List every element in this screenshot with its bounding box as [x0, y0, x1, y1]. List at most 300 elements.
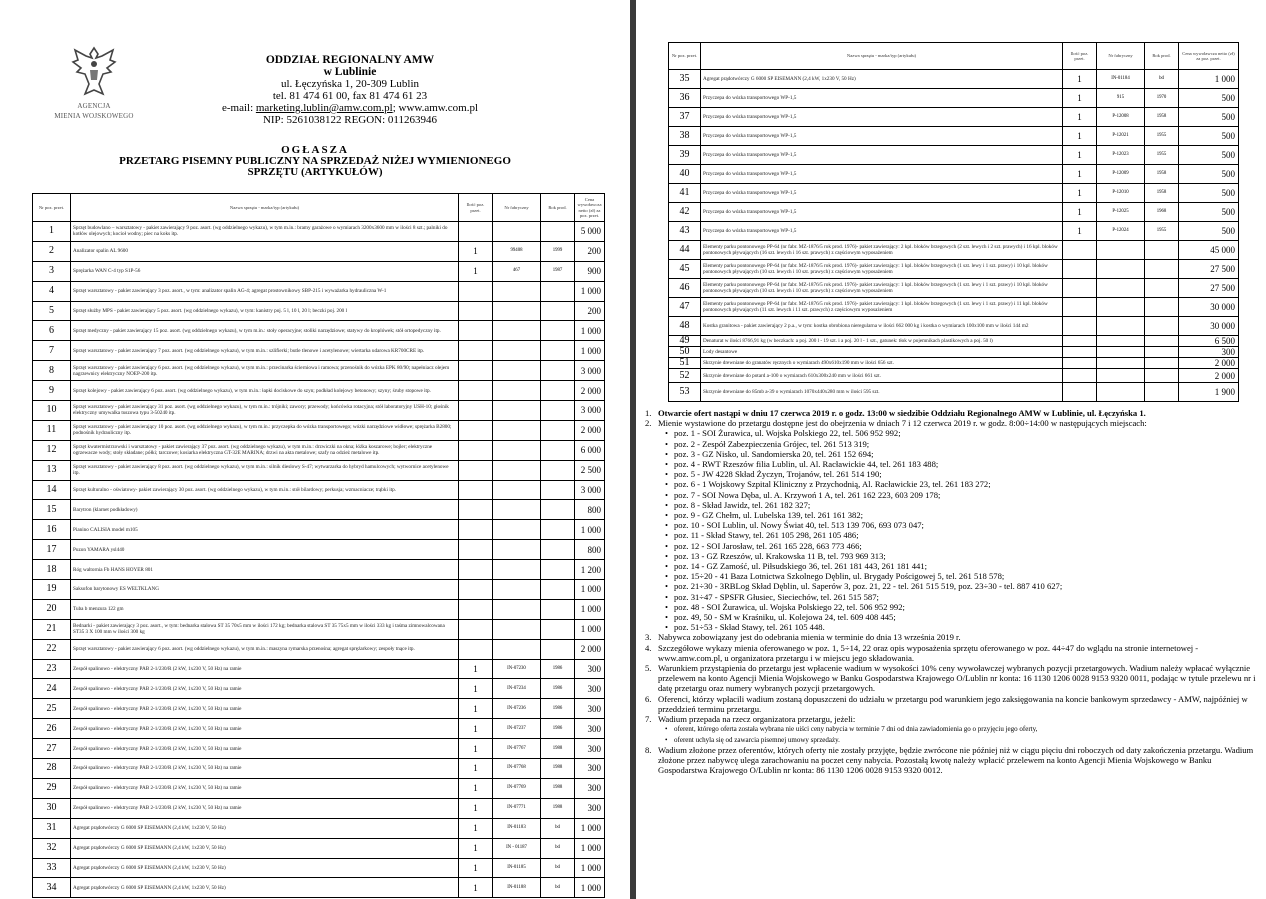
item-name: Elementy parku pontonowego PP-64 (nr fabr. MZ-1876/5 rok prod. 1976)- pakiet zawierający: 1 kpl. bloków brzegowych (1 szt. lewy i 1 szt. prawy) i 10 kpl. bloków pontonowych pływających (10 szt. lewych i 10 szt. prawych) z częściowym wyposażeniem	[701, 260, 1063, 279]
viewing-location	[665, 612, 1257, 622]
item-serial: IN-07237	[493, 719, 541, 739]
item-serial	[1097, 347, 1145, 358]
tender-conditions	[645, 408, 1257, 775]
row-number: 11	[33, 420, 71, 440]
header-name: Nazwa sprzętu - marka/typ (artykułu)	[71, 194, 459, 222]
bullet-icon: •	[665, 735, 668, 744]
table-row	[33, 759, 605, 779]
item-quantity	[459, 619, 493, 639]
location-text: poz. 4 - RWT Rzeszów filia Lublin, ul. Al. Racławickie 44, tel. 261 183 488;	[674, 459, 939, 470]
item-price: 1 000	[575, 520, 605, 540]
header-serial: Nr fabryczny	[1097, 43, 1145, 70]
email-separator: ;	[392, 102, 396, 114]
item-name: Sprzęt warsztatowy - pakiet zawierający 8 poz. asort. (wg oddzielnego wykazu), w tym m.in.: silnik dieslowy S-47; wytwarzarka do hybryd hamulcowych; wytwornice acetylenowe itp.	[71, 460, 459, 480]
header-price: Cena wywoławcza netto (zł) za poz. przet.	[575, 194, 605, 222]
item-year	[541, 420, 575, 440]
table-row	[33, 500, 605, 520]
table-row	[669, 241, 1239, 260]
item-serial: IN-07767	[493, 739, 541, 759]
item-year	[541, 619, 575, 639]
item-serial: IN-01184	[1097, 70, 1145, 89]
org-city: w Lublinie	[323, 66, 377, 78]
item-serial: IN - 01187	[493, 838, 541, 858]
viewing-location	[665, 581, 1257, 591]
item-price: 500	[1179, 146, 1239, 165]
item-price: 1 000	[575, 818, 605, 838]
item-year: bd	[541, 838, 575, 858]
item-name: Zespół spalinowo - elektryczny PAB 2-1/230/R (2 kW, 1x230 V, 50 Hz) na ramie	[71, 679, 459, 699]
item-quantity	[459, 500, 493, 520]
item-quantity: 1	[459, 759, 493, 779]
row-number: 31	[33, 818, 71, 838]
wadium-forfeit-list	[665, 724, 1257, 744]
row-number: 12	[33, 440, 71, 460]
bullet-icon: •	[665, 530, 669, 541]
item-price: 3 000	[575, 361, 605, 381]
item-quantity: 1	[1063, 146, 1097, 165]
location-text: poz. 12 - SOI Jarosław, tel. 261 165 228, 663 773 466;	[674, 540, 862, 551]
item-price: 500	[1179, 203, 1239, 222]
row-number: 26	[33, 719, 71, 739]
item-serial	[493, 480, 541, 500]
header-lp: Nr poz. przet.	[669, 43, 701, 70]
item-year: 1986	[541, 679, 575, 699]
item-name: Agregat prądotwórczy G 6000 SP EISEMANN (2,4 kW, 1x230 V, 50 Hz)	[71, 818, 459, 838]
item-price: 300	[1179, 347, 1239, 358]
item-name: Elementy parku pontonowego PP-64 (nr fabr. MZ-1876/5 rok prod. 1976)- pakiet zawierający: 1 kpl. bloków brzegowych (1 szt. lewy i 1 szt. prawy) i 10 kpl. bloków pontonowych pływających (10 szt. lewych i 10 szt. prawych) z częściowym wyposażeniem	[701, 279, 1063, 298]
item-year: 1955	[1145, 146, 1179, 165]
row-number: 49	[669, 336, 701, 347]
location-text: poz. 14 - GZ Zamość, ul. Piłsudskiego 36, tel. 261 181 443, 261 181 441;	[674, 561, 928, 572]
item-price: 300	[575, 739, 605, 759]
item-price: 2 500	[575, 460, 605, 480]
item-serial	[1097, 336, 1145, 347]
condition-6	[645, 694, 1257, 714]
viewing-location	[665, 551, 1257, 561]
item-year: bd	[541, 818, 575, 838]
row-number: 17	[33, 540, 71, 560]
bullet-icon: •	[665, 622, 669, 633]
item-year: 1986	[541, 699, 575, 719]
item-price: 45 000	[1179, 241, 1239, 260]
item-name: Sprzęt kolejowy - pakiet zawierający 6 poz. asort. (wg oddzielnego wykazu), w tym m.in.: łapki dociskowe do szyn; podkład kolejowy betonowy; szyny; śruby stopowe itp.	[71, 381, 459, 401]
item-quantity	[1063, 317, 1097, 336]
item-quantity: 1	[1063, 70, 1097, 89]
row-number: 18	[33, 560, 71, 580]
item-year	[541, 639, 575, 659]
table-header-row	[33, 194, 605, 222]
eagle-emblem-icon	[69, 44, 119, 100]
item-year: 1988	[541, 739, 575, 759]
bullet-icon: •	[665, 459, 669, 470]
item-year	[1145, 369, 1179, 383]
condition-number: 7.	[645, 714, 652, 725]
condition-text: Warunkiem przystąpienia do przetargu jest wpłacenie wadium w wysokości 10% ceny wywoławczej wybranych pozycji przetargowych. Wadium należy wpłacać wyłącznie przelewem na konto Agencji Mienia Wojskowego w Banku Gospodarstwa Krajowego O/Lublin nr konta: 16 1130 1206 0028 9153 9320 0011, podając w tytule przelewu nr i datę przetargu oraz numery wybranych pozycji przetargowych.	[658, 663, 1256, 694]
table-row	[669, 184, 1239, 203]
item-year: 1987	[541, 261, 575, 281]
item-quantity	[459, 520, 493, 540]
table-row	[33, 321, 605, 341]
item-year	[1145, 317, 1179, 336]
items-table-left	[32, 193, 605, 898]
item-year: 1958	[1145, 165, 1179, 184]
table-row	[669, 89, 1239, 108]
logo-text-line2: MIENIA WOJSKOWEGO	[54, 112, 134, 120]
table-row	[669, 336, 1239, 347]
item-year	[541, 381, 575, 401]
row-number: 35	[669, 70, 701, 89]
item-quantity: 1	[459, 261, 493, 281]
table-row	[669, 203, 1239, 222]
row-number: 40	[669, 165, 701, 184]
item-price: 27 500	[1179, 279, 1239, 298]
bullet-icon: •	[665, 499, 669, 510]
item-serial	[493, 580, 541, 600]
header-qty: Ilość poz. przet.	[1063, 43, 1097, 70]
item-name: Przyczepa do wózka transportowego WP-1,5	[701, 146, 1063, 165]
row-number: 6	[33, 321, 71, 341]
table-row	[33, 838, 605, 858]
email-link[interactable]: marketing.lublin@amw.com.pl	[255, 102, 393, 114]
item-quantity: 1	[1063, 222, 1097, 241]
condition-text: Wadium złożone przez oferentów, których oferty nie zostały przyjęte, będzie zwrócone nie później niż w ciągu pięciu dni roboczych od daty zakończenia przetargu. Wadium złożone przez nabywcę ulega zarachowaniu na poczet ceny nabycia. Pozostałą kwotę należy wpłacić przelewem na konto Agencji Mienia Wojskowego w Banku Gospodarstwa Krajowego O/Lublin nr konta: 86 1130 1206 0028 9153 9320 0012.	[658, 744, 1254, 776]
row-number: 9	[33, 381, 71, 401]
condition-1	[645, 408, 1257, 418]
item-serial	[1097, 298, 1145, 317]
condition-7	[645, 714, 1257, 724]
item-quantity: 1	[459, 818, 493, 838]
item-year: 1955	[1145, 127, 1179, 146]
row-number: 13	[33, 460, 71, 480]
item-price: 30 000	[1179, 317, 1239, 336]
item-quantity: 1	[1063, 165, 1097, 184]
item-name: Kostka granitowa - pakiet zawierający 2 p.a., w tym: kostka obrobiona nieregularna w ilości 662 000 kg i kostka o wymiarach 100x100 mm w ilości 144 m2	[701, 317, 1063, 336]
bullet-icon: •	[665, 489, 669, 500]
item-name: Przyczepa do wózka transportowego WP-1,5	[701, 222, 1063, 241]
table-row	[669, 347, 1239, 358]
item-year: 1988	[541, 778, 575, 798]
item-serial	[1097, 279, 1145, 298]
item-year	[541, 361, 575, 381]
viewing-location	[665, 571, 1257, 581]
header-lp: Nr poz. przet.	[33, 194, 71, 222]
item-price: 2 000	[1179, 369, 1239, 383]
item-serial	[1097, 260, 1145, 279]
item-quantity	[459, 560, 493, 580]
item-price: 300	[575, 778, 605, 798]
item-quantity	[1063, 383, 1097, 402]
bullet-icon: •	[665, 479, 669, 490]
item-quantity	[1063, 279, 1097, 298]
location-text: poz. 15÷20 - 41 Baza Lotnictwa Szkolnego Dęblin, ul. Brygady Pościgowej 5, tel. 261 518 578;	[674, 571, 1005, 582]
table-row	[669, 298, 1239, 317]
viewing-location	[665, 592, 1257, 602]
condition-number: 5.	[645, 663, 652, 674]
location-text: poz. 51÷53 - Skład Stawy, tel. 261 105 448.	[674, 622, 825, 633]
item-price: 6 000	[575, 440, 605, 460]
table-row	[669, 260, 1239, 279]
item-serial	[493, 619, 541, 639]
item-quantity	[459, 460, 493, 480]
item-year	[1145, 279, 1179, 298]
row-number: 47	[669, 298, 701, 317]
item-serial	[493, 599, 541, 619]
item-name: Zespół spalinowo - elektryczny PAB 2-1/230/R (2 kW, 1x230 V, 50 Hz) na ramie	[71, 699, 459, 719]
header-year: Rok prod.	[1145, 43, 1179, 70]
condition-number: 1.	[645, 408, 652, 418]
item-price: 900	[575, 261, 605, 281]
item-year: bd	[541, 858, 575, 878]
item-price: 300	[575, 699, 605, 719]
row-number: 1	[33, 222, 71, 242]
item-name: Saksofon barytonowy ES WELTKLANG	[71, 580, 459, 600]
row-number: 3	[33, 261, 71, 281]
amw-logo	[54, 44, 134, 120]
item-serial: IN-01183	[493, 818, 541, 838]
title-equipment: SPRZĘTU (ARTYKUŁÓW)	[247, 166, 383, 178]
location-text: poz. 3 - GZ Nisko, ul. Sandomierska 20, tel. 261 152 694;	[674, 448, 874, 459]
item-serial: P-12021	[1097, 127, 1145, 146]
item-serial	[493, 301, 541, 321]
item-name: Tuba b menzura 122 gm	[71, 599, 459, 619]
item-name: Lody desantowe	[701, 347, 1063, 358]
item-name: Sprzęt warsztatowy - pakiet zawierający 6 poz. asort. (wg oddzielnego wykazu), w tym m.in.: maszyna rymarska przenośna; agregat sprężarkowy; zespoły tnące itp.	[71, 639, 459, 659]
table-row	[669, 358, 1239, 369]
org-phones: tel. 81 474 61 00, fax 81 474 61 23	[272, 90, 428, 102]
viewing-location	[665, 449, 1257, 459]
condition-number: 8.	[645, 744, 652, 755]
viewing-location	[665, 622, 1257, 632]
location-text: poz. 48 - SOI Żurawica, ul. Wojska Polskiego 22, tel. 506 952 992;	[674, 601, 905, 612]
table-row	[33, 480, 605, 500]
row-number: 30	[33, 798, 71, 818]
email-label: e-mail:	[221, 102, 254, 114]
viewing-location	[665, 490, 1257, 500]
item-name: Sprzęt kulturalno - oświatowy- pakiet zawierający 30 poz. asort. (wg oddzielnego wykazu), w tym m.in.: stół bilardowy; perkusja; wzmacniacze; trąbki itp.	[71, 480, 459, 500]
table-row	[33, 460, 605, 480]
row-number: 23	[33, 659, 71, 679]
item-year: bd	[1145, 70, 1179, 89]
item-name: Skrzynie drewniane do potard a-100 o wymiarach 610x300x240 mm w ilości 661 szt.	[701, 369, 1063, 383]
item-quantity	[459, 420, 493, 440]
item-year	[541, 540, 575, 560]
item-name: Sprzęt warsztatowy - pakiet zawierający 31 poz. asort. (wg oddzielnego wykazu), w tym m.in.: trójniki; zawory; przewody; końcówka rotacyjna; stół laboratoryjny USH-10; głośnik elektryczny umywalka tuszowa typu 3-50240 itp.	[71, 401, 459, 421]
condition-number: 4.	[645, 642, 652, 653]
item-serial	[493, 381, 541, 401]
item-price: 1 000	[575, 838, 605, 858]
table-row	[33, 659, 605, 679]
row-number: 43	[669, 222, 701, 241]
row-number: 53	[669, 383, 701, 402]
viewing-location	[665, 520, 1257, 530]
item-price: 800	[575, 540, 605, 560]
item-quantity	[1063, 347, 1097, 358]
item-name: Sprężarka WAN C-4 typ S1P-56	[71, 261, 459, 281]
item-name: Sprzęt budowlano – warsztatowy - pakiet zawierający 9 poz. asort. (wg oddzielnego wykazu), w tym m.in.: bramy garażowe o wymiarach 3200x3600 mm w ilości 8 szt.; palniki do kotłów olejowych; kocioł wodny; piec na koks itp.	[71, 222, 459, 242]
item-quantity: 1	[1063, 203, 1097, 222]
item-price: 1 000	[575, 599, 605, 619]
item-serial: IN-01185	[493, 858, 541, 878]
condition-number: 3.	[645, 632, 652, 643]
row-number: 16	[33, 520, 71, 540]
wadium-case-text: oferent uchyla się od zawarcia pisemnej umowy sprzedaży.	[674, 735, 840, 744]
condition-number: 2.	[645, 418, 652, 429]
item-serial	[493, 540, 541, 560]
location-text: poz. 49, 50 - SM w Kraśniku, ul. Kolejowa 24, tel. 609 408 445;	[674, 612, 896, 623]
bullet-icon: •	[665, 520, 669, 531]
item-year: 1955	[1145, 222, 1179, 241]
item-serial	[493, 520, 541, 540]
item-price: 30 000	[1179, 298, 1239, 317]
table-row	[33, 719, 605, 739]
org-address: ul. Łęczyńska 1, 20-309 Lublin	[280, 78, 420, 90]
item-quantity	[459, 281, 493, 301]
row-number: 34	[33, 878, 71, 898]
item-name: Analizator spalin AL 9600	[71, 241, 459, 261]
item-name: Przyczepa do wózka transportowego WP-1,5	[701, 108, 1063, 127]
item-price: 200	[575, 241, 605, 261]
item-serial: IN-07771	[493, 798, 541, 818]
item-price: 200	[575, 301, 605, 321]
item-quantity	[459, 361, 493, 381]
item-name: Sprzęt medyczny - pakiet zawierający 15 poz. asort. (wg oddzielnego wykazu), w tym m.in.: stoły operacyjne; stoliki narzędziowe; statywy do kroplówek; stół ortopedyczny itp.	[71, 321, 459, 341]
item-year	[1145, 336, 1179, 347]
item-serial	[493, 440, 541, 460]
item-price: 2 000	[575, 420, 605, 440]
item-year: 1986	[541, 719, 575, 739]
item-serial: 915	[1097, 89, 1145, 108]
item-quantity	[459, 480, 493, 500]
table-row	[33, 699, 605, 719]
location-text: poz. 13 - GZ Rzeszów, ul. Krakowska 11 B, tel. 793 969 313;	[674, 550, 886, 561]
item-serial: IN-01188	[493, 878, 541, 898]
row-number: 7	[33, 341, 71, 361]
item-serial: IN-07236	[493, 699, 541, 719]
location-text: poz. 31÷47 - SPSFR Głusiec, Sieciechów, tel. 261 515 587;	[674, 591, 879, 602]
item-name: Bednarki - pakiet zawierający 3 poz. asort., w tym: bednarka stalowa ST 35 70x5 mm w ilości 172 kg; bednarka stalowa ST 35 75x5 mm w ilości 333 kg i taśma zimnowalcowana ST35 3 X 100 mm w ilości 300 kg	[71, 619, 459, 639]
item-serial	[493, 321, 541, 341]
item-year: 1988	[541, 759, 575, 779]
condition-text: Wadium przepada na rzecz organizatora przetargu, jeżeli:	[658, 714, 856, 725]
viewing-location	[665, 459, 1257, 469]
row-number: 48	[669, 317, 701, 336]
bullet-icon: •	[665, 540, 669, 551]
row-number: 27	[33, 739, 71, 759]
item-name: Denaturat w ilości 8766,91 kg (w beczkach: a poj. 200 l - 19 szt. i a poj. 20 l - 1 szt., gatunek: tłok w pojemnikach plastikowych a poj. 50 l)	[701, 336, 1063, 347]
location-text: poz. 2 - Zespół Zabezpieczenia Grójec, tel. 261 513 319;	[674, 438, 870, 449]
website-link[interactable]: www.amw.com.pl	[398, 102, 479, 114]
viewing-location	[665, 561, 1257, 571]
bullet-icon: •	[665, 438, 669, 449]
row-number: 22	[33, 639, 71, 659]
bullet-icon: •	[665, 448, 669, 459]
item-price: 500	[1179, 127, 1239, 146]
row-number: 29	[33, 778, 71, 798]
item-quantity: 1	[459, 659, 493, 679]
table-row	[33, 281, 605, 301]
viewing-locations-list	[665, 428, 1257, 632]
item-quantity	[1063, 241, 1097, 260]
table-row	[33, 878, 605, 898]
bullet-icon: •	[665, 571, 669, 582]
item-name: Agregat prądotwórczy G 6000 SP EISEMANN (2,4 kW, 1x230 V, 50 Hz)	[71, 878, 459, 898]
item-name: Agregat prądotwórczy G 6000 SP EISEMANN (2,4 kW, 1x230 V, 50 Hz)	[71, 838, 459, 858]
item-name: Elementy parku pontonowego PP-64 (nr fabr. MZ-1876/5 rok prod. 1976)- pakiet zawierający: 2 kpl. bloków brzegowych (2 szt. lewych i 2 szt. prawych) i 16 kpl. bloków pontonowych pływających (16 szt. lewych i 16 szt. prawych) z częściowym wyposażeniem	[701, 241, 1063, 260]
item-price: 1 200	[575, 560, 605, 580]
item-year	[541, 222, 575, 242]
item-name: Przyczepa do wózka transportowego WP-1,5	[701, 89, 1063, 108]
item-year	[1145, 383, 1179, 402]
item-year	[541, 580, 575, 600]
item-name: Agregat prądotwórczy G 6000 SP EISEMANN (2,4 kW, 1x230 V, 50 Hz)	[71, 858, 459, 878]
row-number: 50	[669, 347, 701, 358]
viewing-location	[665, 469, 1257, 479]
item-year	[1145, 358, 1179, 369]
condition-2	[645, 418, 1257, 428]
item-quantity: 1	[459, 679, 493, 699]
viewing-location	[665, 602, 1257, 612]
table-row	[669, 279, 1239, 298]
item-quantity: 1	[459, 739, 493, 759]
row-number: 8	[33, 361, 71, 381]
item-quantity: 1	[1063, 127, 1097, 146]
table-row	[33, 798, 605, 818]
condition-3	[645, 632, 1257, 642]
item-price: 500	[1179, 165, 1239, 184]
table-row	[33, 440, 605, 460]
viewing-location	[665, 510, 1257, 520]
item-year	[541, 301, 575, 321]
bullet-icon: •	[665, 561, 669, 572]
title-tender: PRZETARG PISEMNY PUBLICZNY NA SPRZEDAŻ NIŻEJ WYMIENIONEGO	[119, 155, 511, 167]
item-quantity: 1	[459, 719, 493, 739]
item-serial	[493, 420, 541, 440]
location-text: poz. 7 - SOI Nowa Dęba, ul. A. Krzywoń 1 A, tel. 261 162 223, 603 209 178;	[674, 489, 941, 500]
wadium-case	[665, 724, 1257, 734]
page-right	[636, 0, 1266, 899]
table-row	[33, 639, 605, 659]
table-row	[669, 317, 1239, 336]
table-row	[33, 420, 605, 440]
org-header	[150, 54, 550, 126]
location-text: poz. 10 - SOI Lublin, ul. Nowy Świat 40, tel. 513 139 706, 693 073 047;	[674, 520, 924, 531]
item-year	[541, 401, 575, 421]
item-name: Elementy parku pontonowego PP-64 (nr fabr. MZ-1876/5 rok prod. 1976)- pakiet zawierający: 1 kpl. bloków brzegowych (1 szt. lewy i 1 szt. prawy) i 11 kpl. bloków pontonowych pływających (11 szt. lewych i 11 szt. prawych) z częściowym wyposażeniem	[701, 298, 1063, 317]
item-name: Sprzęt kwatermistrzowski i warsztatowy - pakiet zawierający 37 poz. asort. (wg oddzielnego wykazu), w tym m.in.: drzwiczki na okna; łóżka koszarowe; bojler; elektryczne ogrzewacze wody; stoły składane; półki; tarczowe; kosiarka elektryczna GT-32E MARINA; drzwi na akta metalowe; szafy na odzież metalowe itp.	[71, 440, 459, 460]
item-year	[541, 520, 575, 540]
row-number: 41	[669, 184, 701, 203]
bullet-icon: •	[665, 469, 669, 480]
row-number: 52	[669, 369, 701, 383]
item-quantity: 1	[459, 838, 493, 858]
item-serial: P-12009	[1097, 165, 1145, 184]
item-quantity	[459, 401, 493, 421]
header-year: Rok prod.	[541, 194, 575, 222]
row-number: 28	[33, 759, 71, 779]
item-price: 5 000	[575, 222, 605, 242]
item-quantity: 1	[1063, 89, 1097, 108]
condition-text: Mienie wystawione do przetargu dostępne jest do obejrzenia w dniach 7 i 12 czerwca 2019 r. w godz. 8:00÷14:00 w następujących miejscach:	[658, 418, 1147, 429]
item-year	[541, 480, 575, 500]
item-serial: IN-07768	[493, 759, 541, 779]
row-number: 15	[33, 500, 71, 520]
item-serial: P-12008	[1097, 108, 1145, 127]
item-quantity: 1	[459, 241, 493, 261]
item-serial: P-12024	[1097, 222, 1145, 241]
item-year	[1145, 347, 1179, 358]
item-price: 1 000	[575, 878, 605, 898]
item-serial: IN-07230	[493, 659, 541, 679]
